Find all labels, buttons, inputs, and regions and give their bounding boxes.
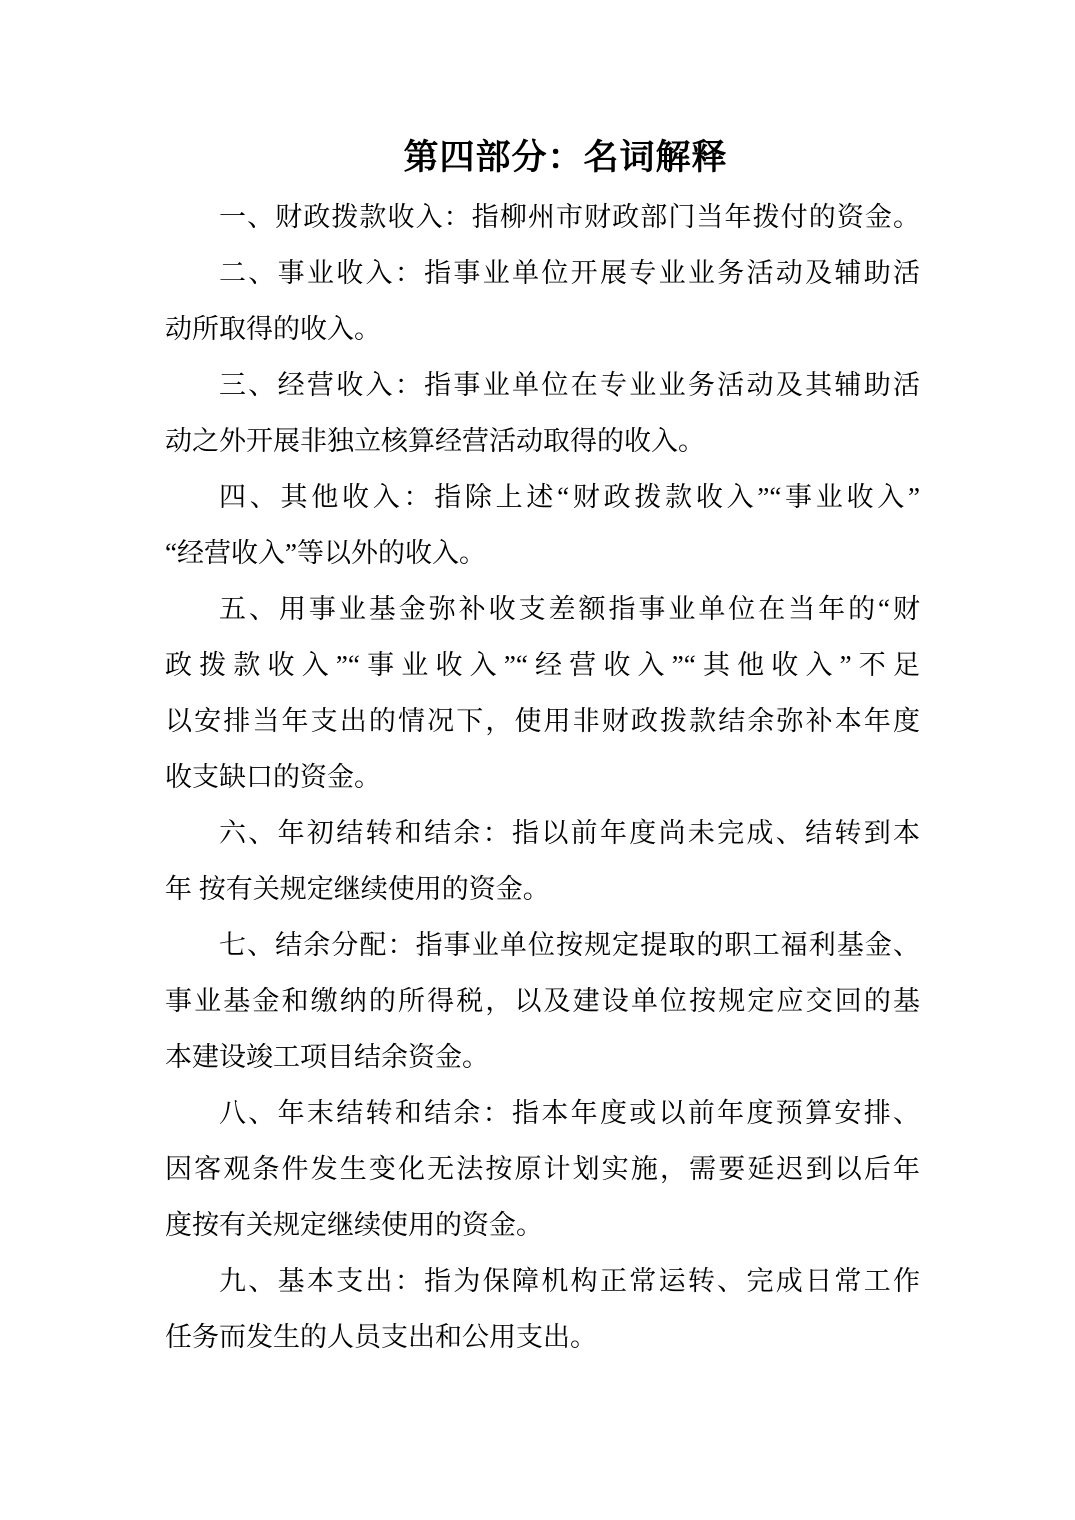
text-line: 度按有关规定继续使用的资金。 xyxy=(165,1210,543,1240)
text-line: 六、年初结转和结余：指以前年度尚未完成、结转到本 xyxy=(219,818,920,848)
text-line: 动所取得的收入。 xyxy=(165,314,381,344)
paragraph-fiscal-appropriation-income xyxy=(165,189,920,245)
paragraph-other-income xyxy=(165,469,920,581)
text-line: 二、事业收入：指事业单位开展专业业务活动及辅助活 xyxy=(219,258,920,288)
paragraph-fund-deficit-compensation xyxy=(165,581,920,805)
text-line: 七、结余分配：指事业单位按规定提取的职工福利基金、 xyxy=(219,930,920,960)
text-line: 八、年末结转和结余：指本年度或以前年度预算安排、 xyxy=(219,1098,920,1128)
paragraph-business-income xyxy=(165,357,920,469)
paragraph-surplus-distribution xyxy=(165,917,920,1085)
text-line: 本建设竣工项目结余资金。 xyxy=(165,1042,489,1072)
text-line: 以安排当年支出的情况下，使用非财政拨款结余弥补本年度 xyxy=(165,706,920,736)
text-line: 一、财政拨款收入：指柳州市财政部门当年拨付的资金。 xyxy=(219,202,920,232)
paragraph-year-end-carryover xyxy=(165,1085,920,1253)
text-line: 五、用事业基金弥补收支差额指事业单位在当年的“财 xyxy=(219,594,920,624)
text-line: 任务而发生的人员支出和公用支出。 xyxy=(165,1322,597,1352)
text-line: 动之外开展非独立核算经营活动取得的收入。 xyxy=(165,426,705,456)
page-title: 第四部分：名词解释 xyxy=(403,138,728,177)
text-line: 年 按有关规定继续使用的资金。 xyxy=(165,874,550,904)
text-line: 因客观条件发生变化无法按原计划实施，需要延迟到以后年 xyxy=(165,1154,920,1184)
text-line: 九、基本支出：指为保障机构正常运转、完成日常工作 xyxy=(219,1266,920,1296)
text-line: 收支缺口的资金。 xyxy=(165,762,381,792)
paragraph-basic-expenditure xyxy=(165,1253,920,1365)
text-line: 四、其他收入：指除上述“财政拨款收入”“事业收入” xyxy=(219,482,920,512)
text-line: 三、经营收入：指事业单位在专业业务活动及其辅助活 xyxy=(219,370,920,400)
text-line: “经营收入”等以外的收入。 xyxy=(165,538,486,568)
text-line: 事业基金和缴纳的所得税，以及建设单位按规定应交回的基 xyxy=(165,986,920,1016)
document-body xyxy=(165,189,920,1365)
paragraph-operating-income xyxy=(165,245,920,357)
text-line: 政拨款收入”“事业收入”“经营收入”“其他收入”不足 xyxy=(165,650,920,680)
paragraph-beginning-year-carryover xyxy=(165,805,920,917)
text-column xyxy=(165,132,920,1365)
